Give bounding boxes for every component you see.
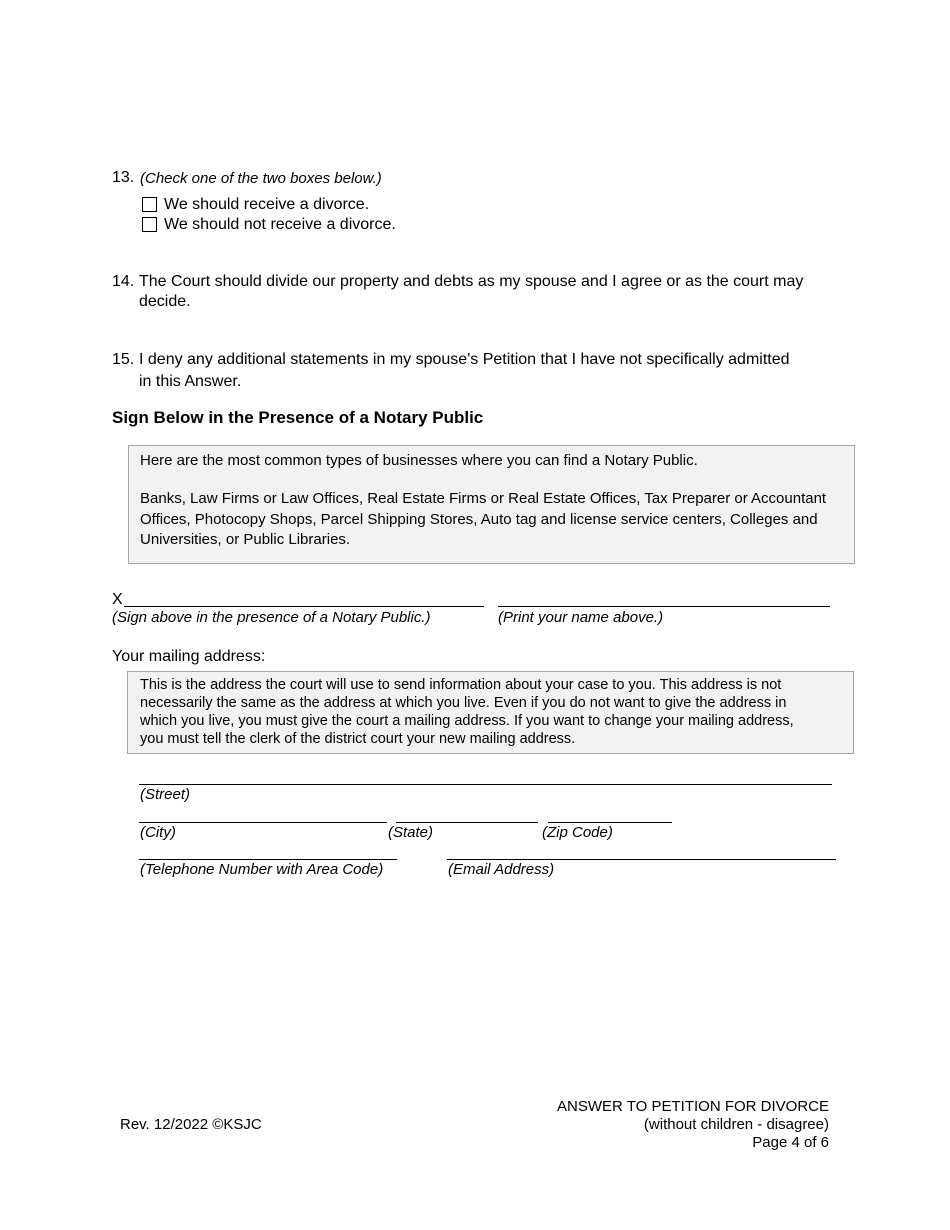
item-15-line-2: in this Answer. bbox=[139, 373, 242, 390]
item-14-line-2: decide. bbox=[139, 293, 191, 310]
footer-page-number: Page 4 of 6 bbox=[752, 1134, 829, 1151]
zip-label: (Zip Code) bbox=[542, 824, 613, 841]
print-name-line[interactable] bbox=[498, 606, 830, 607]
mailing-info-box bbox=[127, 671, 854, 754]
street-line[interactable] bbox=[139, 784, 832, 785]
mailing-info-line-3: which you live, you must give the court a mailing address. If you want to change your mailing address, bbox=[140, 713, 794, 729]
item-14-line-1: The Court should divide our property and debts as my spouse and I agree or as the court may bbox=[139, 273, 804, 290]
phone-line[interactable] bbox=[139, 859, 397, 860]
city-line[interactable] bbox=[139, 822, 387, 823]
mailing-info-line-2: necessarily the same as the address at which you live. Even if you do not want to give the address in bbox=[140, 695, 787, 711]
mailing-info-line-4: you must tell the clerk of the district court your new mailing address. bbox=[140, 731, 576, 747]
item-13-number: 13. bbox=[112, 169, 135, 186]
email-label: (Email Address) bbox=[448, 861, 555, 878]
not-receive-divorce-label: We should not receive a divorce. bbox=[164, 216, 396, 233]
notary-list-line-1: Banks, Law Firms or Law Offices, Real Estate Firms or Real Estate Offices, Tax Preparer or Accountant bbox=[140, 490, 827, 507]
phone-label: (Telephone Number with Area Code) bbox=[140, 861, 384, 878]
notary-list-line-2: Offices, Photocopy Shops, Parcel Shipping Stores, Auto tag and license service centers, Colleges and bbox=[140, 511, 818, 528]
email-line[interactable] bbox=[447, 859, 836, 860]
state-line[interactable] bbox=[396, 822, 538, 823]
notary-heading: Sign Below in the Presence of a Notary Public bbox=[112, 408, 484, 427]
signature-x-mark: X bbox=[112, 591, 123, 608]
not-receive-divorce-checkbox[interactable] bbox=[142, 217, 157, 232]
state-label: (State) bbox=[388, 824, 434, 841]
item-15-number: 15. bbox=[112, 351, 135, 368]
mailing-info-line-1: This is the address the court will use to send information about your case to you. This address is not bbox=[140, 677, 782, 693]
print-name-label: (Print your name above.) bbox=[498, 609, 664, 626]
city-label: (City) bbox=[140, 824, 176, 841]
notary-info-box bbox=[128, 445, 855, 564]
street-label: (Street) bbox=[140, 786, 191, 803]
footer-subtitle: (without children - disagree) bbox=[643, 1116, 829, 1133]
receive-divorce-checkbox[interactable] bbox=[142, 197, 157, 212]
signature-line[interactable] bbox=[124, 606, 484, 607]
receive-divorce-label: We should receive a divorce. bbox=[164, 196, 370, 213]
sign-label: (Sign above in the presence of a Notary Public.) bbox=[112, 609, 431, 626]
footer-title: ANSWER TO PETITION FOR DIVORCE bbox=[557, 1098, 829, 1115]
zip-line[interactable] bbox=[548, 822, 672, 823]
footer-revision: Rev. 12/2022 ©KSJC bbox=[120, 1116, 262, 1133]
notary-intro: Here are the most common types of businesses where you can find a Notary Public. bbox=[140, 452, 698, 469]
item-14-number: 14. bbox=[112, 273, 135, 290]
footer-title-block bbox=[557, 1098, 829, 1152]
item-13-instruction: (Check one of the two boxes below.) bbox=[140, 170, 382, 187]
item-15-line-1: I deny any additional statements in my spouse's Petition that I have not specifically admitted bbox=[139, 351, 790, 368]
notary-list-line-3: Universities, or Public Libraries. bbox=[140, 531, 351, 548]
mailing-address-label: Your mailing address: bbox=[112, 648, 266, 665]
